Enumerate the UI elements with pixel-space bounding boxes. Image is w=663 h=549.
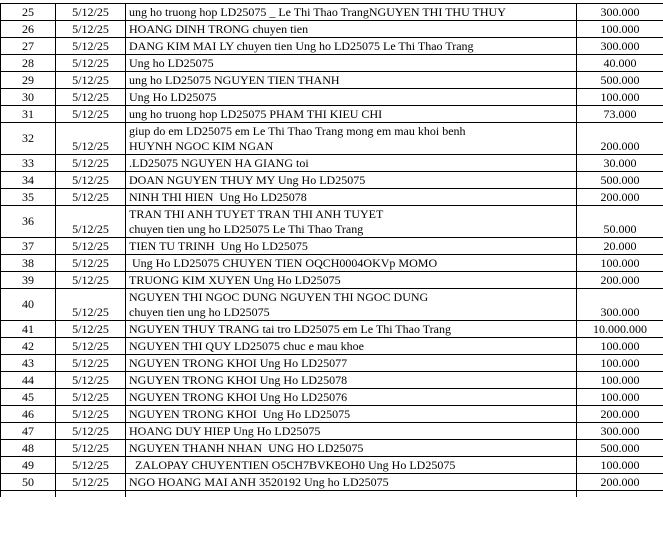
date-cell: 5/12/25 <box>56 457 126 474</box>
row-number-cell: 33 <box>1 155 56 172</box>
table-row <box>1 38 663 55</box>
row-number-cell: 49 <box>1 457 56 474</box>
row-number-cell: 44 <box>1 372 56 389</box>
row-number-cell: 39 <box>1 272 56 289</box>
amount-cell: 100.000 <box>577 372 663 389</box>
amount-cell: 100.000 <box>577 338 663 355</box>
row-number-cell: 48 <box>1 440 56 457</box>
description-cell <box>126 38 577 55</box>
table-row <box>1 389 663 406</box>
table-row <box>1 457 663 474</box>
description-cell <box>126 4 577 21</box>
description-line: DANG KIM MAI LY chuyen tien Ung ho LD25075 Le Thi Thao Trang <box>129 39 474 53</box>
table-row <box>1 321 663 338</box>
date-cell: 5/12/25 <box>56 372 126 389</box>
row-number-cell: 36 <box>1 206 56 238</box>
amount-cell: 40.000 <box>577 55 663 72</box>
amount-cell: 300.000 <box>577 289 663 321</box>
table-row <box>1 289 663 321</box>
description-cell <box>126 440 577 457</box>
table-row <box>1 406 663 423</box>
amount-cell: 100.000 <box>577 355 663 372</box>
table-row <box>1 372 663 389</box>
amount-cell: 30.000 <box>577 155 663 172</box>
date-cell: 5/12/25 <box>56 21 126 38</box>
date-cell: 5/12/25 <box>56 389 126 406</box>
empty-cell <box>56 491 126 498</box>
amount-cell: 50.000 <box>577 206 663 238</box>
description-line: NGUYEN TRONG KHOI Ung Ho LD25075 <box>129 407 351 421</box>
description-cell <box>126 172 577 189</box>
description-line: ung ho truong hop LD25075 PHAM THI KIEU CHI <box>129 107 383 121</box>
description-cell <box>126 355 577 372</box>
description-line: NGUYEN TRONG KHOI Ung Ho LD25078 <box>129 373 348 387</box>
date-cell: 5/12/25 <box>56 238 126 255</box>
description-line: .LD25075 NGUYEN HA GIANG toi <box>129 156 309 170</box>
table-row <box>1 238 663 255</box>
empty-cell <box>126 491 577 498</box>
table-row <box>1 206 663 238</box>
description-cell <box>126 474 577 491</box>
description-cell <box>126 55 577 72</box>
description-cell <box>126 406 577 423</box>
row-number-cell: 37 <box>1 238 56 255</box>
amount-cell: 200.000 <box>577 189 663 206</box>
description-line: TRUONG KIM XUYEN Ung Ho LD25075 <box>129 273 341 287</box>
row-number-cell: 30 <box>1 89 56 106</box>
description-cell <box>126 255 577 272</box>
description-line: NGUYEN TRONG KHOI Ung Ho LD25077 <box>129 356 348 370</box>
description-cell <box>126 21 577 38</box>
amount-cell: 100.000 <box>577 21 663 38</box>
table-row <box>1 423 663 440</box>
date-cell: 5/12/25 <box>56 38 126 55</box>
description-line: NGUYEN THI NGOC DUNG NGUYEN THI NGOC DUNG <box>129 290 429 304</box>
description-cell <box>126 389 577 406</box>
table-row <box>1 255 663 272</box>
description-cell <box>126 206 577 238</box>
date-cell: 5/12/25 <box>56 406 126 423</box>
row-number-cell: 27 <box>1 38 56 55</box>
row-number-cell: 38 <box>1 255 56 272</box>
description-line: ung ho LD25075 NGUYEN TIEN THANH <box>129 73 340 87</box>
date-cell: 5/12/25 <box>56 123 126 155</box>
row-number-cell: 29 <box>1 72 56 89</box>
row-number-cell: 45 <box>1 389 56 406</box>
date-cell: 5/12/25 <box>56 89 126 106</box>
table-row <box>1 72 663 89</box>
amount-cell: 100.000 <box>577 457 663 474</box>
amount-cell: 300.000 <box>577 4 663 21</box>
row-number-cell: 40 <box>1 289 56 321</box>
description-cell <box>126 189 577 206</box>
description-cell <box>126 155 577 172</box>
description-cell <box>126 72 577 89</box>
date-cell: 5/12/25 <box>56 4 126 21</box>
description-line: NGUYEN TRONG KHOI Ung Ho LD25076 <box>129 390 348 404</box>
description-cell <box>126 123 577 155</box>
table-row <box>1 89 663 106</box>
date-cell: 5/12/25 <box>56 189 126 206</box>
table-row <box>1 4 663 21</box>
description-line: ZALOPAY CHUYENTIEN O5CH7BVKEOH0 Ung Ho LD25075 <box>129 458 456 472</box>
date-cell: 5/12/25 <box>56 72 126 89</box>
description-line: NGO HOANG MAI ANH 3520192 Ung ho LD25075 <box>129 475 389 489</box>
amount-cell: 100.000 <box>577 389 663 406</box>
date-cell: 5/12/25 <box>56 206 126 238</box>
date-cell: 5/12/25 <box>56 272 126 289</box>
date-cell: 5/12/25 <box>56 155 126 172</box>
description-line: chuyen tien ung ho LD25075 <box>129 305 270 319</box>
description-cell <box>126 372 577 389</box>
ledger-body <box>1 4 663 498</box>
amount-cell: 100.000 <box>577 89 663 106</box>
empty-cell <box>577 491 663 498</box>
description-line: DOAN NGUYEN THUY MY Ung Ho LD25075 <box>129 173 366 187</box>
description-cell <box>126 457 577 474</box>
description-cell <box>126 423 577 440</box>
amount-cell: 10.000.000 <box>577 321 663 338</box>
table-row <box>1 123 663 155</box>
table-row <box>1 55 663 72</box>
table-row <box>1 474 663 491</box>
row-number-cell: 28 <box>1 55 56 72</box>
row-number-cell: 42 <box>1 338 56 355</box>
description-line: Ung ho LD25075 <box>129 56 214 70</box>
table-row <box>1 106 663 123</box>
description-line: TIEN TU TRINH Ung Ho LD25075 <box>129 239 308 253</box>
row-number-cell: 47 <box>1 423 56 440</box>
amount-cell: 200.000 <box>577 272 663 289</box>
row-number-cell: 25 <box>1 4 56 21</box>
description-cell <box>126 106 577 123</box>
row-number-cell: 41 <box>1 321 56 338</box>
description-line: NINH THI HIEN Ung Ho LD25078 <box>129 190 307 204</box>
amount-cell: 500.000 <box>577 72 663 89</box>
amount-cell: 300.000 <box>577 423 663 440</box>
row-number-cell: 34 <box>1 172 56 189</box>
description-line: TRAN THI ANH TUYET TRAN THI ANH TUYET <box>129 207 384 221</box>
amount-cell: 20.000 <box>577 238 663 255</box>
date-cell: 5/12/25 <box>56 172 126 189</box>
empty-cell <box>1 491 56 498</box>
date-cell: 5/12/25 <box>56 289 126 321</box>
description-cell <box>126 272 577 289</box>
partial-row <box>1 491 663 498</box>
description-cell <box>126 338 577 355</box>
description-line: Ung Ho LD25075 CHUYEN TIEN OQCH0004OKVp MOMO <box>129 256 438 270</box>
donation-ledger-table <box>0 3 663 497</box>
date-cell: 5/12/25 <box>56 338 126 355</box>
row-number-cell: 50 <box>1 474 56 491</box>
description-line: NGUYEN THUY TRANG tai tro LD25075 em Le Thi Thao Trang <box>129 322 451 336</box>
table-row <box>1 272 663 289</box>
row-number-cell: 31 <box>1 106 56 123</box>
amount-cell: 300.000 <box>577 38 663 55</box>
amount-cell: 100.000 <box>577 255 663 272</box>
description-cell <box>126 289 577 321</box>
description-cell <box>126 238 577 255</box>
table-row <box>1 338 663 355</box>
amount-cell: 73.000 <box>577 106 663 123</box>
amount-cell: 200.000 <box>577 406 663 423</box>
row-number-cell: 46 <box>1 406 56 423</box>
description-line: NGUYEN THI QUY LD25075 chuc e mau khoe <box>129 339 364 353</box>
description-cell <box>126 89 577 106</box>
description-line: chuyen tien ung ho LD25075 Le Thi Thao Trang <box>129 222 364 236</box>
table-row <box>1 155 663 172</box>
date-cell: 5/12/25 <box>56 255 126 272</box>
date-cell: 5/12/25 <box>56 474 126 491</box>
table-row <box>1 21 663 38</box>
description-line: NGUYEN THANH NHAN UNG HO LD25075 <box>129 441 364 455</box>
description-line: HOANG DINH TRONG chuyen tien <box>129 22 309 36</box>
table-row <box>1 440 663 457</box>
table-row <box>1 355 663 372</box>
description-line: HOANG DUY HIEP Ung Ho LD25075 <box>129 424 321 438</box>
date-cell: 5/12/25 <box>56 423 126 440</box>
description-line: HUYNH NGOC KIM NGAN <box>129 139 274 153</box>
row-number-cell: 43 <box>1 355 56 372</box>
row-number-cell: 26 <box>1 21 56 38</box>
date-cell: 5/12/25 <box>56 55 126 72</box>
description-line: ung ho truong hop LD25075 _ Le Thi Thao TrangNGUYEN THI THU THUY <box>129 5 506 19</box>
description-cell <box>126 321 577 338</box>
date-cell: 5/12/25 <box>56 355 126 372</box>
description-line: Ung Ho LD25075 <box>129 90 217 104</box>
table-row <box>1 189 663 206</box>
amount-cell: 200.000 <box>577 123 663 155</box>
date-cell: 5/12/25 <box>56 440 126 457</box>
row-number-cell: 32 <box>1 123 56 155</box>
amount-cell: 200.000 <box>577 474 663 491</box>
table-row <box>1 172 663 189</box>
date-cell: 5/12/25 <box>56 106 126 123</box>
row-number-cell: 35 <box>1 189 56 206</box>
date-cell: 5/12/25 <box>56 321 126 338</box>
amount-cell: 500.000 <box>577 172 663 189</box>
amount-cell: 500.000 <box>577 440 663 457</box>
description-line: giup do em LD25075 em Le Thi Thao Trang mong em mau khoi benh <box>129 124 466 138</box>
